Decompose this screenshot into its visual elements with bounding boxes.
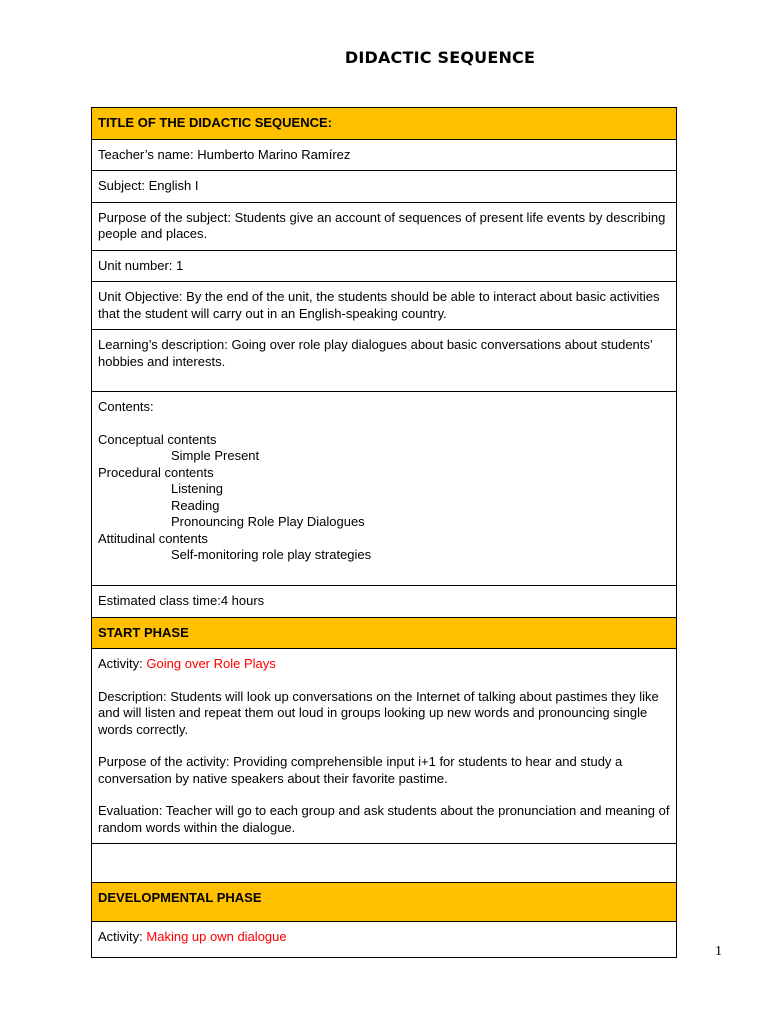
- table-row: [92, 392, 677, 586]
- start-activity-purpose: Purpose of the activity: Providing comprehensible input i+1 for students to hear and study a conversation by native speakers about their favorite pastime.: [98, 754, 623, 786]
- table-row: [92, 649, 677, 844]
- procedural-contents-heading: Procedural contents: [98, 464, 214, 480]
- activity-label: Activity:: [98, 656, 147, 671]
- page-number: 1: [715, 944, 722, 959]
- document-title: DIDACTIC SEQUENCE: [344, 48, 536, 67]
- table-row: [92, 330, 677, 392]
- content-item: Listening: [171, 481, 224, 496]
- start-activity-evaluation: Evaluation: Teacher will go to each group and ask students about the pronunciation and meaning of random words within the dialogue.: [98, 803, 670, 835]
- content-item: Reading: [171, 497, 220, 513]
- content-item: Self-monitoring role play strategies: [171, 547, 372, 562]
- table-row: [92, 883, 677, 922]
- empty-cell: [92, 844, 677, 883]
- table-row: [92, 617, 677, 649]
- unit-number-cell: Unit number: 1: [92, 250, 677, 282]
- unit-objective-cell: Unit Objective: By the end of the unit, the students should be able to interact about basic activities that the student will carry out in an English-speaking country.: [92, 282, 677, 330]
- title-header-cell: TITLE OF THE DIDACTIC SEQUENCE:: [92, 108, 677, 140]
- subject-cell: Subject: English I: [92, 171, 677, 203]
- activity-label: Activity:: [98, 929, 147, 944]
- start-activity-description: Description: Students will look up conversations on the Internet of talking about pastimes they like and will listen and repeat them out loud in groups looking up new words and pronouncing single words correctly.: [98, 688, 659, 737]
- table-row: [92, 139, 677, 171]
- estimated-time-cell: Estimated class time:4 hours: [92, 586, 677, 618]
- conceptual-contents-heading: Conceptual contents: [98, 431, 217, 447]
- content-item: Pronouncing Role Play Dialogues: [171, 514, 365, 529]
- start-phase-header: START PHASE: [92, 617, 677, 649]
- developmental-phase-header: DEVELOPMENTAL PHASE: [92, 883, 677, 922]
- start-phase-details-cell: [92, 649, 677, 844]
- table-row: [92, 108, 677, 140]
- table-row: [92, 922, 677, 958]
- learning-description-cell: Learning’s description: Going over role play dialogues about basic conversations about students’ hobbies and interests.: [92, 330, 677, 392]
- table-row: [92, 586, 677, 618]
- start-activity-name: Going over Role Plays: [146, 656, 276, 671]
- start-activity-line: [98, 656, 670, 673]
- table-row: [92, 282, 677, 330]
- teacher-name-cell: Teacher’s name: Humberto Marino Ramírez: [92, 139, 677, 171]
- table-row: [92, 844, 677, 883]
- table-row: [92, 250, 677, 282]
- contents-cell: [92, 392, 677, 586]
- table-row: [92, 202, 677, 250]
- developmental-activity-name: Making up own dialogue: [146, 929, 287, 944]
- attitudinal-contents-heading: Attitudinal contents: [98, 530, 208, 546]
- table-row: [92, 171, 677, 203]
- developmental-activity-cell: [92, 922, 677, 958]
- content-item: Simple Present: [171, 448, 260, 463]
- contents-label: Contents:: [98, 399, 154, 414]
- didactic-sequence-table: [91, 107, 677, 958]
- subject-purpose-cell: Purpose of the subject: Students give an account of sequences of present life events by describing people and places.: [92, 202, 677, 250]
